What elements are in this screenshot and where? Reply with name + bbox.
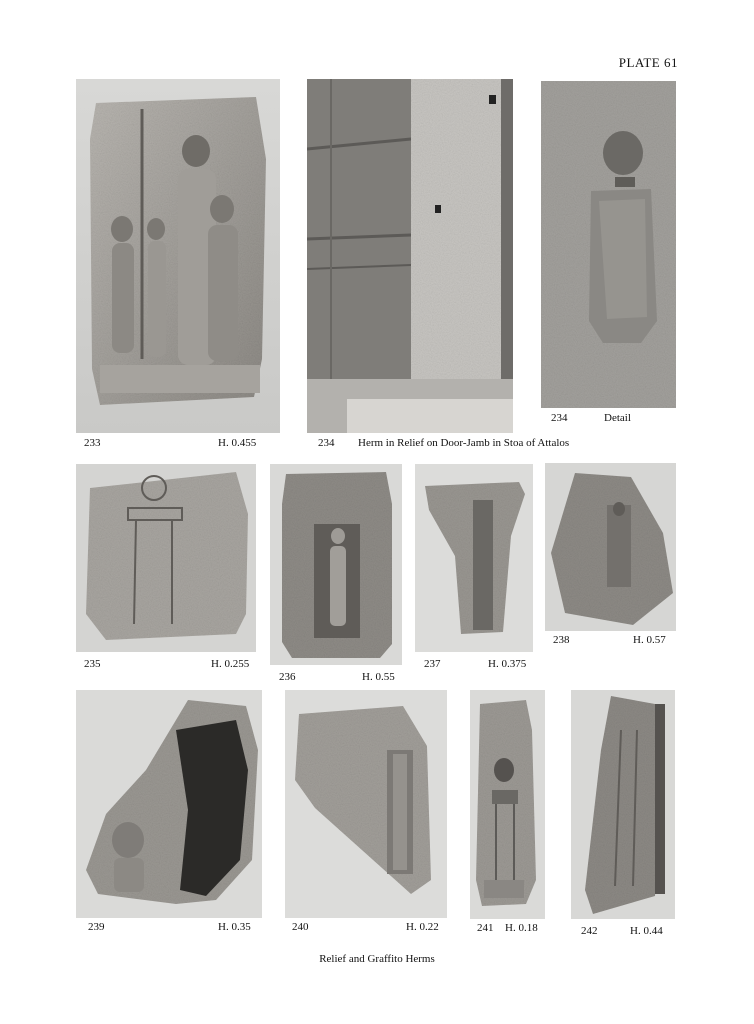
fig-237-number: 237 <box>424 658 441 670</box>
fig-239-number: 239 <box>88 921 105 933</box>
photo-241 <box>470 690 545 919</box>
photo-234-detail <box>541 81 676 408</box>
fig-240-height: H. 0.22 <box>406 921 439 933</box>
photo-238 <box>545 463 676 631</box>
fig-240-number: 240 <box>292 921 309 933</box>
photo-233-relief <box>76 79 280 433</box>
fig-233-height: H. 0.455 <box>218 437 257 449</box>
fig-241-height: H. 0.18 <box>505 922 538 934</box>
fig-242-height: H. 0.44 <box>630 925 663 937</box>
photo-234-door-jamb <box>307 79 513 433</box>
photo-237 <box>415 464 533 652</box>
fig-235-number: 235 <box>84 658 101 670</box>
fig-238-number: 238 <box>553 634 570 646</box>
fig-234-caption: Herm in Relief on Door-Jamb in Stoa of Attalos <box>358 437 570 449</box>
photo-239 <box>76 690 262 918</box>
fig-235-height: H. 0.255 <box>211 658 250 670</box>
photo-235 <box>76 464 256 652</box>
fig-236-number: 236 <box>279 671 296 683</box>
plate-caption: Relief and Graffito Herms <box>319 953 435 965</box>
fig-238-height: H. 0.57 <box>633 634 666 646</box>
fig-234-detail-number: 234 <box>551 412 568 424</box>
fig-242-number: 242 <box>581 925 598 937</box>
photo-240 <box>285 690 447 918</box>
fig-233-number: 233 <box>84 437 101 449</box>
photo-236 <box>270 464 402 665</box>
fig-239-height: H. 0.35 <box>218 921 251 933</box>
fig-241-number: 241 <box>477 922 494 934</box>
photo-242 <box>571 690 675 919</box>
plate-number: PLATE 61 <box>618 55 678 70</box>
fig-234-detail-label: Detail <box>604 412 631 424</box>
fig-234-number: 234 <box>318 437 335 449</box>
fig-237-height: H. 0.375 <box>488 658 527 670</box>
fig-236-height: H. 0.55 <box>362 671 395 683</box>
